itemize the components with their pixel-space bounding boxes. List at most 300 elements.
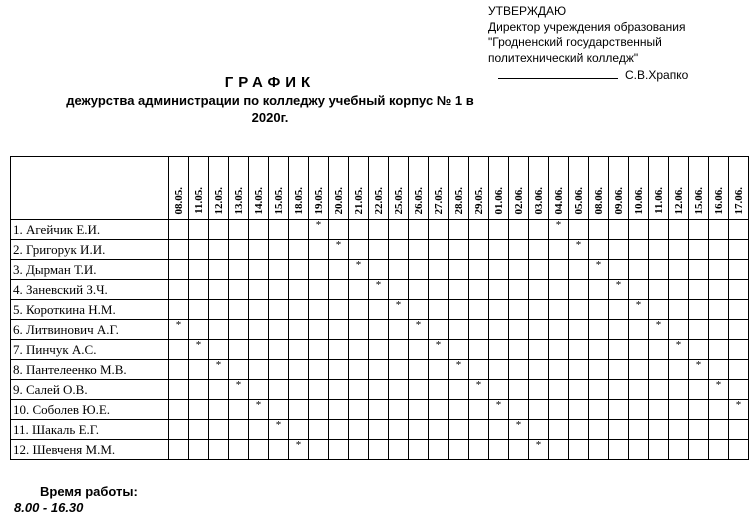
schedule-cell (729, 320, 749, 340)
schedule-cell (569, 420, 589, 440)
schedule-cell (409, 380, 429, 400)
schedule-cell (289, 400, 309, 420)
staff-name: 1. Агейчик Е.И. (11, 220, 169, 240)
schedule-cell (629, 400, 649, 420)
staff-name: 8. Пантелеенко М.В. (11, 360, 169, 380)
schedule-cell (669, 260, 689, 280)
schedule-cell (249, 280, 269, 300)
schedule-cell (289, 380, 309, 400)
schedule-cell (709, 240, 729, 260)
date-label: 09.06. (612, 186, 625, 214)
schedule-cell (489, 380, 509, 400)
schedule-cell (269, 440, 289, 460)
schedule-cell (349, 240, 369, 260)
schedule-cell (569, 360, 589, 380)
schedule-cell (609, 400, 629, 420)
schedule-cell (509, 360, 529, 380)
schedule-cell (589, 280, 609, 300)
duty-mark: * (629, 300, 649, 320)
schedule-cell (509, 280, 529, 300)
schedule-cell (389, 340, 409, 360)
schedule-cell (369, 400, 389, 420)
schedule-cell (709, 400, 729, 420)
schedule-cell (389, 400, 409, 420)
duty-mark: * (349, 260, 369, 280)
schedule-cell (349, 440, 369, 460)
schedule-cell (389, 260, 409, 280)
staff-name: 12. Шевченя М.М. (11, 440, 169, 460)
schedule-cell (189, 320, 209, 340)
staff-name: 9. Салей О.В. (11, 380, 169, 400)
schedule-cell (489, 260, 509, 280)
schedule-cell (549, 380, 569, 400)
duty-mark: * (329, 240, 349, 260)
schedule-cell (429, 380, 449, 400)
schedule-cell (589, 380, 609, 400)
duty-mark: * (369, 280, 389, 300)
schedule-cell (449, 320, 469, 340)
schedule-cell (329, 440, 349, 460)
date-label: 22.05. (372, 186, 385, 214)
schedule-cell (649, 380, 669, 400)
schedule-cell (389, 220, 409, 240)
schedule-cell (509, 240, 529, 260)
schedule-cell (409, 440, 429, 460)
date-header (669, 157, 689, 220)
date-label: 28.05. (452, 186, 465, 214)
schedule-cell (629, 380, 649, 400)
date-label: 20.05. (332, 186, 345, 214)
schedule-cell (609, 440, 629, 460)
schedule-cell (329, 260, 349, 280)
schedule-cell (249, 420, 269, 440)
schedule-cell (429, 300, 449, 320)
schedule-cell (429, 320, 449, 340)
schedule-cell (269, 240, 289, 260)
schedule-cell (309, 240, 329, 260)
schedule-cell (429, 440, 449, 460)
schedule-cell (289, 240, 309, 260)
schedule-cell (309, 260, 329, 280)
table-row (11, 420, 749, 440)
schedule-cell (649, 360, 669, 380)
duty-mark: * (649, 320, 669, 340)
schedule-cell (509, 440, 529, 460)
date-header (249, 157, 269, 220)
schedule-cell (309, 380, 329, 400)
schedule-cell (609, 420, 629, 440)
schedule-cell (649, 280, 669, 300)
schedule-cell (589, 400, 609, 420)
schedule-cell (329, 400, 349, 420)
duty-mark: * (669, 340, 689, 360)
schedule-cell (409, 240, 429, 260)
schedule-cell (489, 440, 509, 460)
schedule-cell (249, 360, 269, 380)
schedule-cell (169, 280, 189, 300)
schedule-cell (369, 440, 389, 460)
schedule-cell (309, 400, 329, 420)
schedule-cell (529, 280, 549, 300)
schedule-cell (709, 320, 729, 340)
schedule-cell (209, 300, 229, 320)
schedule-cell (249, 240, 269, 260)
schedule-cell (629, 360, 649, 380)
schedule-cell (369, 320, 389, 340)
date-header (689, 157, 709, 220)
schedule-cell (549, 340, 569, 360)
date-header (549, 157, 569, 220)
schedule-cell (669, 380, 689, 400)
schedule-cell (369, 380, 389, 400)
schedule-cell (629, 280, 649, 300)
schedule-cell (629, 420, 649, 440)
schedule-cell (649, 300, 669, 320)
schedule-cell (569, 260, 589, 280)
date-label: 01.06. (492, 186, 505, 214)
schedule-cell (709, 220, 729, 240)
schedule-cell (349, 220, 369, 240)
schedule-cell (189, 420, 209, 440)
schedule-cell (729, 280, 749, 300)
schedule-cell (589, 360, 609, 380)
duty-mark: * (429, 340, 449, 360)
date-label: 12.05. (212, 186, 225, 214)
schedule-cell (469, 280, 489, 300)
date-header (209, 157, 229, 220)
date-label: 03.06. (532, 186, 545, 214)
schedule-cell (289, 220, 309, 240)
duty-mark: * (509, 420, 529, 440)
schedule-cell (609, 300, 629, 320)
schedule-cell (229, 220, 249, 240)
schedule-cell (689, 320, 709, 340)
schedule-cell (489, 340, 509, 360)
schedule-cell (669, 400, 689, 420)
schedule-cell (569, 300, 589, 320)
schedule-cell (409, 360, 429, 380)
schedule-cell (509, 340, 529, 360)
schedule-cell (229, 440, 249, 460)
duty-mark: * (449, 360, 469, 380)
schedule-cell (509, 220, 529, 240)
schedule-cell (569, 220, 589, 240)
schedule-cell (409, 340, 429, 360)
schedule-cell (389, 440, 409, 460)
schedule-cell (569, 380, 589, 400)
schedule-cell (589, 240, 609, 260)
schedule-cell (189, 280, 209, 300)
schedule-cell (629, 260, 649, 280)
schedule-cell (489, 420, 509, 440)
schedule-cell (429, 260, 449, 280)
title-main: ГРАФИК (224, 74, 316, 91)
schedule-cell (229, 240, 249, 260)
schedule-cell (709, 280, 729, 300)
schedule-cell (269, 340, 289, 360)
schedule-cell (309, 340, 329, 360)
schedule-cell (449, 340, 469, 360)
schedule-cell (669, 420, 689, 440)
table-row (11, 440, 749, 460)
schedule-cell (329, 300, 349, 320)
schedule-cell (429, 360, 449, 380)
schedule-cell (209, 340, 229, 360)
schedule-cell (469, 400, 489, 420)
date-header (289, 157, 309, 220)
schedule-cell (449, 240, 469, 260)
title-subtitle: дежурства администрации по колледжу учебный корпус № 1 в (66, 93, 474, 108)
schedule-cell (349, 420, 369, 440)
work-hours-block (14, 484, 138, 516)
schedule-cell (729, 440, 749, 460)
staff-name: 11. Шакаль Е.Г. (11, 420, 169, 440)
schedule-cell (469, 300, 489, 320)
schedule-cell (469, 320, 489, 340)
work-hours-value: 8.00 - 16.30 (14, 500, 84, 515)
schedule-cell (529, 300, 549, 320)
approval-position: Директор учреждения образования (488, 19, 686, 34)
schedule-cell (509, 380, 529, 400)
schedule-cell (389, 240, 409, 260)
schedule-cell (189, 380, 209, 400)
schedule-cell (489, 240, 509, 260)
schedule-cell (669, 300, 689, 320)
schedule-cell (469, 240, 489, 260)
duty-mark: * (289, 440, 309, 460)
date-header (729, 157, 749, 220)
schedule-cell (329, 340, 349, 360)
staff-name: 6. Литвинович А.Г. (11, 320, 169, 340)
date-header (649, 157, 669, 220)
schedule-cell (709, 440, 729, 460)
approval-institution-cont: политехнический колледж" (488, 50, 639, 65)
duty-mark: * (389, 300, 409, 320)
schedule-cell (189, 220, 209, 240)
approval-heading: УТВЕРЖДАЮ (488, 4, 567, 18)
schedule-cell (569, 400, 589, 420)
schedule-cell (469, 360, 489, 380)
schedule-cell (569, 320, 589, 340)
schedule-cell (229, 420, 249, 440)
schedule-cell (629, 220, 649, 240)
schedule-cell (609, 240, 629, 260)
schedule-cell (429, 280, 449, 300)
schedule-cell (569, 280, 589, 300)
date-label: 26.05. (412, 186, 425, 214)
date-label: 08.06. (592, 186, 605, 214)
table-row (11, 340, 749, 360)
schedule-cell (249, 220, 269, 240)
date-header (449, 157, 469, 220)
schedule-cell (269, 300, 289, 320)
schedule-cell (229, 260, 249, 280)
schedule-cell (189, 300, 209, 320)
date-label: 05.06. (572, 186, 585, 214)
schedule-cell (169, 360, 189, 380)
schedule-cell (189, 440, 209, 460)
schedule-cell (689, 420, 709, 440)
schedule-cell (329, 360, 349, 380)
date-label: 11.06. (652, 187, 665, 214)
date-header (329, 157, 349, 220)
schedule-cell (489, 220, 509, 240)
date-header (709, 157, 729, 220)
schedule-cell (689, 300, 709, 320)
schedule-cell (689, 280, 709, 300)
schedule-cell (409, 260, 429, 280)
date-label: 19.05. (312, 186, 325, 214)
schedule-cell (669, 360, 689, 380)
date-label: 12.06. (672, 186, 685, 214)
schedule-cell (549, 320, 569, 340)
schedule-cell (389, 360, 409, 380)
schedule-cell (249, 340, 269, 360)
schedule-cell (169, 240, 189, 260)
table-row (11, 260, 749, 280)
duty-mark: * (169, 320, 189, 340)
schedule-cell (569, 440, 589, 460)
schedule-cell (289, 320, 309, 340)
date-header (589, 157, 609, 220)
schedule-cell (729, 240, 749, 260)
schedule-cell (189, 360, 209, 380)
schedule-cell (529, 420, 549, 440)
schedule-cell (449, 440, 469, 460)
schedule-cell (589, 220, 609, 240)
schedule-cell (189, 260, 209, 280)
schedule-cell (269, 220, 289, 240)
schedule-cell (589, 320, 609, 340)
table-row (11, 300, 749, 320)
schedule-cell (329, 420, 349, 440)
schedule-cell (169, 220, 189, 240)
schedule-cell (709, 340, 729, 360)
schedule-cell (389, 280, 409, 300)
schedule-cell (269, 380, 289, 400)
schedule-cell (169, 300, 189, 320)
schedule-cell (189, 240, 209, 260)
schedule-cell (449, 260, 469, 280)
date-header (189, 157, 209, 220)
schedule-cell (249, 300, 269, 320)
duty-mark: * (529, 440, 549, 460)
schedule-cell (269, 360, 289, 380)
schedule-cell (349, 400, 369, 420)
schedule-cell (309, 440, 329, 460)
date-label: 15.06. (692, 186, 705, 214)
duty-mark: * (269, 420, 289, 440)
schedule-cell (649, 260, 669, 280)
schedule-cell (289, 260, 309, 280)
date-header (389, 157, 409, 220)
schedule-cell (729, 260, 749, 280)
schedule-cell (669, 280, 689, 300)
schedule-cell (709, 420, 729, 440)
date-header (509, 157, 529, 220)
schedule-cell (209, 240, 229, 260)
date-label: 14.05. (252, 186, 265, 214)
schedule-cell (449, 280, 469, 300)
schedule-cell (529, 340, 549, 360)
duty-mark: * (609, 280, 629, 300)
schedule-cell (309, 280, 329, 300)
schedule-cell (309, 360, 329, 380)
schedule-cell (549, 280, 569, 300)
schedule-cell (729, 300, 749, 320)
staff-name: 2. Григорук И.И. (11, 240, 169, 260)
schedule-cell (589, 420, 609, 440)
schedule-cell (529, 260, 549, 280)
schedule-cell (209, 440, 229, 460)
date-label: 08.05. (172, 186, 185, 214)
schedule-cell (469, 340, 489, 360)
schedule-cell (349, 360, 369, 380)
schedule-cell (289, 420, 309, 440)
date-label: 04.06. (552, 186, 565, 214)
schedule-cell (529, 320, 549, 340)
schedule-cell (609, 320, 629, 340)
schedule-cell (629, 240, 649, 260)
schedule-cell (209, 380, 229, 400)
schedule-cell (229, 340, 249, 360)
date-header (529, 157, 549, 220)
schedule-cell (509, 260, 529, 280)
schedule-cell (609, 220, 629, 240)
schedule-cell (229, 360, 249, 380)
approval-institution: "Гродненский государственный (488, 35, 662, 49)
date-label: 13.05. (232, 186, 245, 214)
table-row (11, 320, 749, 340)
schedule-cell (649, 440, 669, 460)
table-row (11, 220, 749, 240)
schedule-cell (429, 420, 449, 440)
staff-name: 5. Короткина Н.М. (11, 300, 169, 320)
duty-mark: * (209, 360, 229, 380)
duty-mark: * (249, 400, 269, 420)
date-header (629, 157, 649, 220)
schedule-cell (389, 380, 409, 400)
table-row (11, 360, 749, 380)
schedule-cell (369, 220, 389, 240)
schedule-cell (589, 440, 609, 460)
schedule-cell (249, 440, 269, 460)
schedule-cell (369, 340, 389, 360)
schedule-cell (629, 340, 649, 360)
schedule-cell (229, 280, 249, 300)
schedule-cell (429, 400, 449, 420)
schedule-cell (409, 400, 429, 420)
schedule-cell (589, 300, 609, 320)
schedule-cell (689, 240, 709, 260)
schedule-cell (369, 260, 389, 280)
schedule-cell (649, 420, 669, 440)
date-label: 25.05. (392, 186, 405, 214)
schedule-cell (489, 280, 509, 300)
schedule-cell (529, 360, 549, 380)
schedule-cell (389, 320, 409, 340)
schedule-cell (509, 400, 529, 420)
signatory-name: С.В.Храпко (625, 68, 689, 82)
schedule-cell (529, 380, 549, 400)
schedule-cell (549, 400, 569, 420)
schedule-cell (649, 240, 669, 260)
date-header (469, 157, 489, 220)
schedule-cell (589, 340, 609, 360)
schedule-cell (349, 380, 369, 400)
schedule-cell (649, 400, 669, 420)
schedule-cell (649, 220, 669, 240)
